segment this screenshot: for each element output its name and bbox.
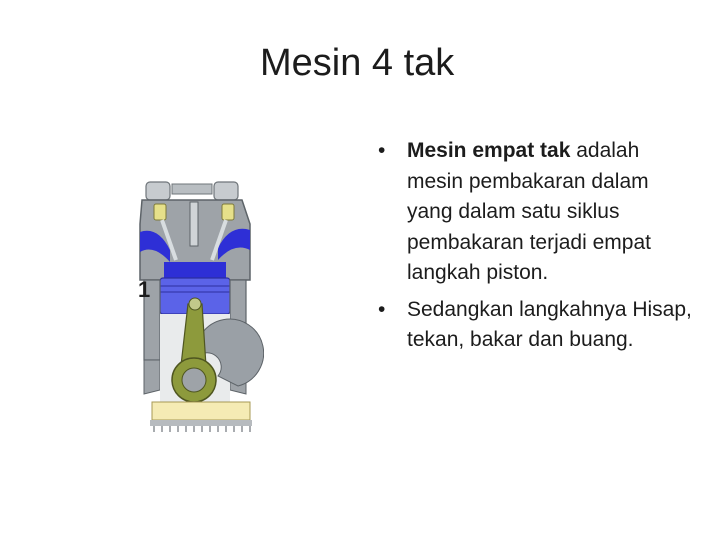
bullet-bold-text: Mesin empat tak bbox=[407, 139, 571, 162]
engine-illustration bbox=[138, 180, 264, 434]
bullet-dot-icon: • bbox=[378, 139, 386, 162]
slide-title: Mesin 4 tak bbox=[260, 42, 455, 84]
bullet-item bbox=[378, 136, 698, 289]
bullet-item bbox=[378, 295, 698, 356]
bullet-text: adalah mesin pembakaran dalam yang dalam satu siklus pembakaran terjadi empat langkah piston. bbox=[407, 139, 651, 284]
stroke-number-label: 1 bbox=[138, 277, 151, 302]
bullet-dot-icon: • bbox=[378, 297, 386, 321]
bullet-text: Sedangkan langkahnya Hisap, tekan, bakar dan buang. bbox=[407, 297, 692, 351]
bullet-list bbox=[378, 136, 698, 362]
oil-sump bbox=[150, 402, 252, 432]
